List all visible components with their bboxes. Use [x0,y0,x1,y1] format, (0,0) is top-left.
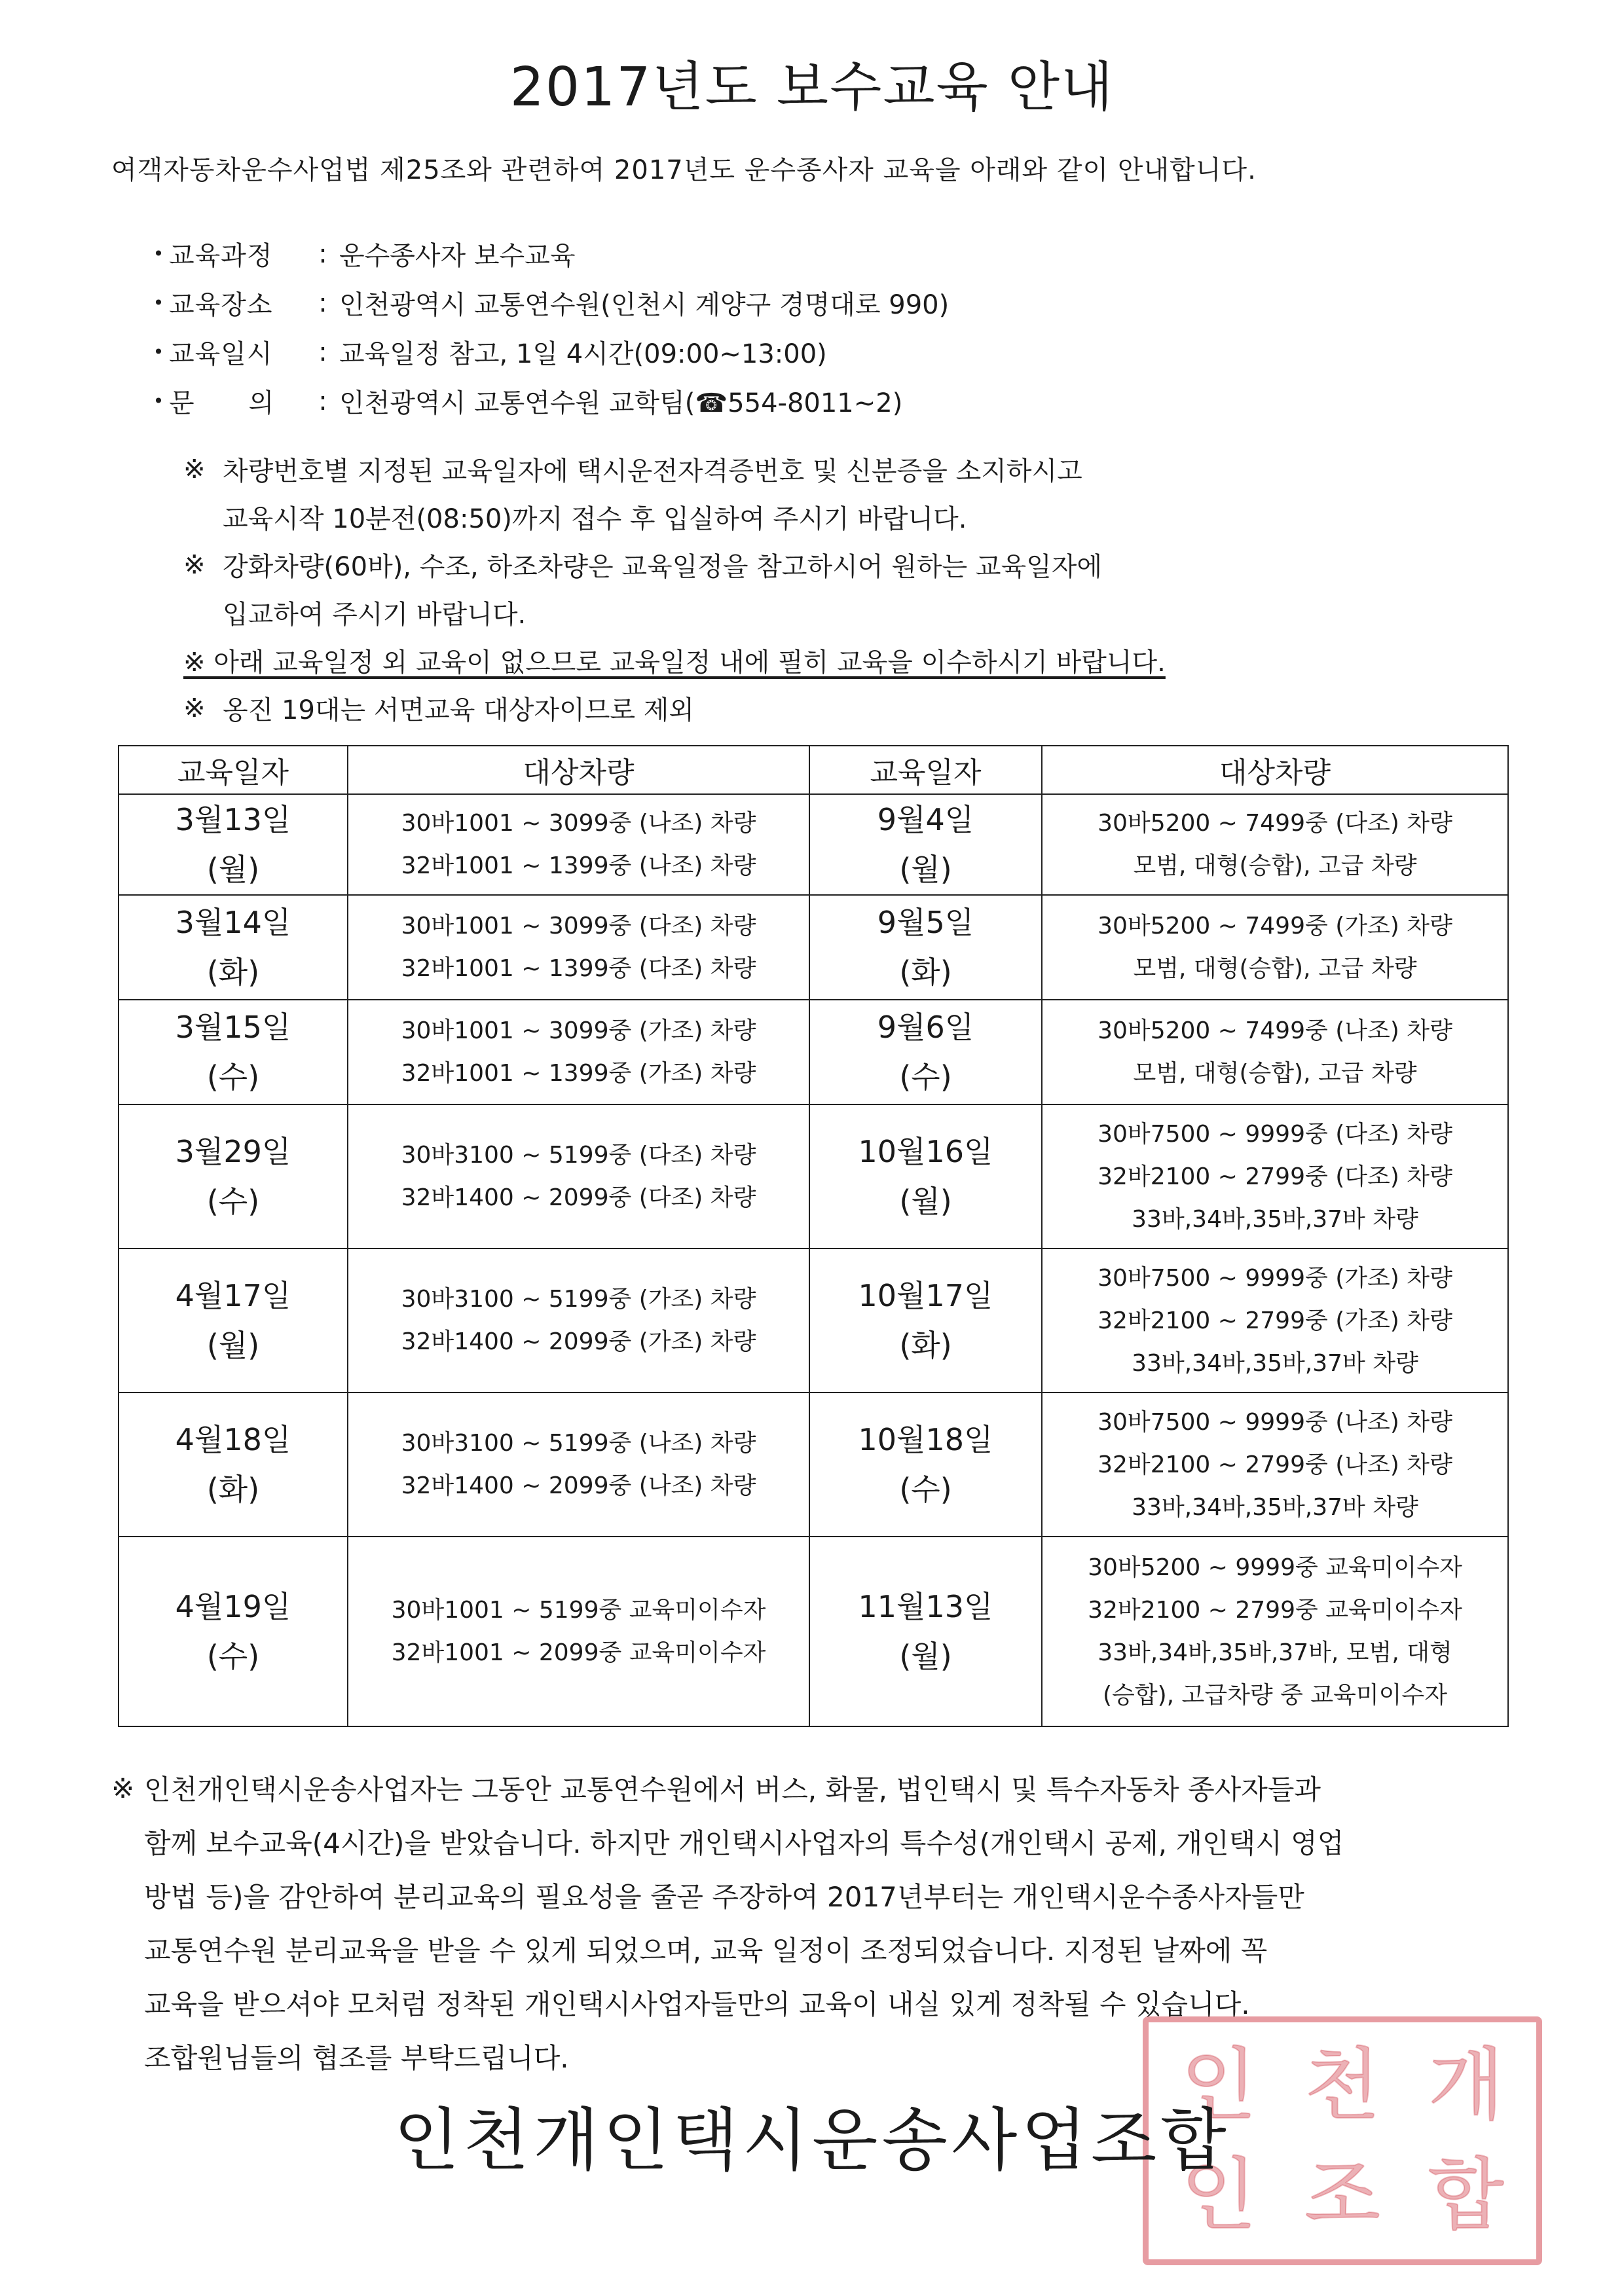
vehicle-cell: 30바3100 ~ 5199중 (가조) 차량 32바1400 ~ 2099중 (가조) 차량 [348,1248,809,1393]
info-label: 교육과정 [169,241,273,271]
note-4: ※ 옹진 19대는 서면교육 대상자이므로 제외 [183,693,694,725]
vehicle-cell: 30바7500 ~ 9999중 (나조) 차량 32바2100 ~ 2799중 (나조) 차량 33바,34바,35바,37바 차량 [1042,1393,1508,1537]
reference-mark-icon: ※ [183,549,206,580]
vehicle-cell: 30바3100 ~ 5199중 (나조) 차량 32바1400 ~ 2099중 (나조) 차량 [348,1393,809,1537]
date-cell: 10월18일 (수) [809,1393,1042,1537]
date-cell: 9월6일 (수) [809,1000,1042,1104]
header-date: 교육일자 [809,746,1042,794]
vehicle-cell: 30바1001 ~ 3099중 (나조) 차량 32바1001 ~ 1399중 (나조) 차량 [348,794,809,895]
bullet-icon: • [153,341,164,363]
date-cell: 4월18일 (화) [119,1393,348,1537]
info-label: 교육일시 [169,339,273,369]
footnote-line: 조합원님들의 협조를 부탁드립니다. [144,2042,569,2074]
vehicle-cell: 30바7500 ~ 9999중 (다조) 차량 32바2100 ~ 2799중 (다조) 차량 33바,34바,35바,37바 차량 [1042,1104,1508,1248]
footnote-line: 함께 보수교육(4시간)을 받았습니다. 하지만 개인택시사업자의 특수성(개인택시 공제, 개인택시 영업 [144,1827,1344,1859]
date-cell: 9월5일 (화) [809,895,1042,1000]
date-cell: 11월13일 (월) [809,1537,1042,1726]
vehicle-cell: 30바1001 ~ 3099중 (다조) 차량 32바1001 ~ 1399중 (다조) 차량 [348,895,809,1000]
table-row [119,1393,1508,1537]
date-cell: 10월17일 (화) [809,1248,1042,1393]
table-row [119,1248,1508,1393]
date-cell: 3월14일 (화) [119,895,348,1000]
date-cell: 10월16일 (월) [809,1104,1042,1248]
info-value: 인천광역시 교통연수원(인천시 계양구 경명대로 990) [339,290,950,320]
table-header-row [119,746,1508,794]
bullet-icon: • [153,390,164,412]
footnote-line: 교통연수원 분리교육을 받을 수 있게 되었으며, 교육 일정이 조정되었습니다. 지정된 날짜에 꼭 [144,1935,1268,1967]
table-row [119,1537,1508,1726]
vehicle-cell: 30바5200 ~ 7499중 (다조) 차량 모범, 대형(승합), 고급 차량 [1042,794,1508,895]
date-cell: 4월19일 (수) [119,1537,348,1726]
date-cell: 4월17일 (월) [119,1248,348,1393]
note-3-underlined: ※ 아래 교육일정 외 교육이 없으므로 교육일정 내에 필히 교육을 이수하시기 바랍니다. [183,647,1166,678]
footnote-line: 교육을 받으셔야 모처럼 정착된 개인택시사업자들만의 교육이 내실 있게 정착될 수 있습니다. [144,1988,1250,2020]
notes [183,445,1526,732]
vehicle-cell: 30바5200 ~ 7499중 (나조) 차량 모범, 대형(승합), 고급 차량 [1042,1000,1508,1104]
bullet-icon: • [153,243,164,264]
vehicle-cell: 30바3100 ~ 5199중 (다조) 차량 32바1400 ~ 2099중 (다조) 차량 [348,1104,809,1248]
organization-name: 인천개인택시운송사업조합 [394,2100,1230,2180]
note-1: ※ 차량번호별 지정된 교육일자에 택시운전자격증번호 및 신분증을 소지하시고 [183,454,1082,486]
note-2-cont: 입교하여 주시기 바랍니다. [223,600,526,630]
vehicle-cell: 30바5200 ~ 9999중 교육미이수자 32바2100 ~ 2799중 교육미이수자 33바,34바,35바,37바, 모범, 대형 (승합), 고급차량 중 교육미이수자 [1042,1537,1508,1726]
intro-text: 여객자동차운수사업법 제25조와 관련하여 2017년도 운수종사자 교육을 아래와 같이 안내합니다. [111,155,1257,185]
date-cell: 9월4일 (월) [809,794,1042,895]
info-contact: • 문 의 : 인천광역시 교통연수원 교학팀(☎554-8011~2) [152,376,1527,426]
reference-mark-icon: ※ [183,454,206,484]
official-seal: 인 천 개 인 조 합 [1143,2016,1542,2265]
info-schedule: • 교육일시 : 교육일정 참고, 1일 4시간(09:00~13:00) [152,327,1527,376]
header-vehicles: 대상차량 [348,746,809,794]
date-cell: 3월15일 (수) [119,1000,348,1104]
bullet-icon: • [153,292,164,314]
footnote-line: 방법 등)을 감안하여 분리교육의 필요성을 줄곧 주장하여 2017년부터는 개인택시운수종사자들만 [144,1881,1304,1913]
note-1-cont: 교육시작 10분전(08:50)까지 접수 후 입실하여 주시기 바랍니다. [223,504,967,534]
header-vehicles: 대상차량 [1042,746,1508,794]
info-value: 운수종사자 보수교육 [339,241,576,271]
info-list [152,229,1527,426]
reference-mark-icon: ※ [183,693,206,723]
info-value: 교육일정 참고, 1일 4시간(09:00~13:00) [339,339,827,369]
vehicle-cell: 30바1001 ~ 5199중 교육미이수자 32바1001 ~ 2099중 교육미이수자 [348,1537,809,1726]
info-value: 인천광역시 교통연수원 교학팀(☎554-8011~2) [339,388,903,418]
info-label: 문 의 [169,388,275,418]
date-cell: 3월29일 (수) [119,1104,348,1248]
vehicle-cell: 30바1001 ~ 3099중 (가조) 차량 32바1001 ~ 1399중 (가조) 차량 [348,1000,809,1104]
header-date: 교육일자 [119,746,348,794]
page-title: 2017년도 보수교육 안내 [509,56,1115,118]
reference-mark-icon: ※ [111,1772,135,1804]
info-location: • 교육장소 : 인천광역시 교통연수원(인천시 계양구 경명대로 990) [152,278,1527,327]
table-row [119,1104,1508,1248]
date-cell: 3월13일 (월) [119,794,348,895]
footnote-line: ※ 인천개인택시운송사업자는 그동안 교통연수원에서 버스, 화물, 법인택시 및 특수자동차 종사자들과 [111,1772,1321,1806]
info-label: 교육장소 [169,290,273,320]
table-row [119,895,1508,1000]
schedule-table [118,745,1509,1727]
note-2: ※ 강화차량(60바), 수조, 하조차량은 교육일정을 참고하시어 원하는 교육일자에 [183,549,1103,582]
note-3 [183,636,1526,684]
table-row [119,794,1508,895]
info-course: • 교육과정 : 운수종사자 보수교육 [152,229,1527,278]
vehicle-cell: 30바7500 ~ 9999중 (가조) 차량 32바2100 ~ 2799중 (가조) 차량 33바,34바,35바,37바 차량 [1042,1248,1508,1393]
table-row [119,1000,1508,1104]
vehicle-cell: 30바5200 ~ 7499중 (가조) 차량 모범, 대형(승합), 고급 차량 [1042,895,1508,1000]
